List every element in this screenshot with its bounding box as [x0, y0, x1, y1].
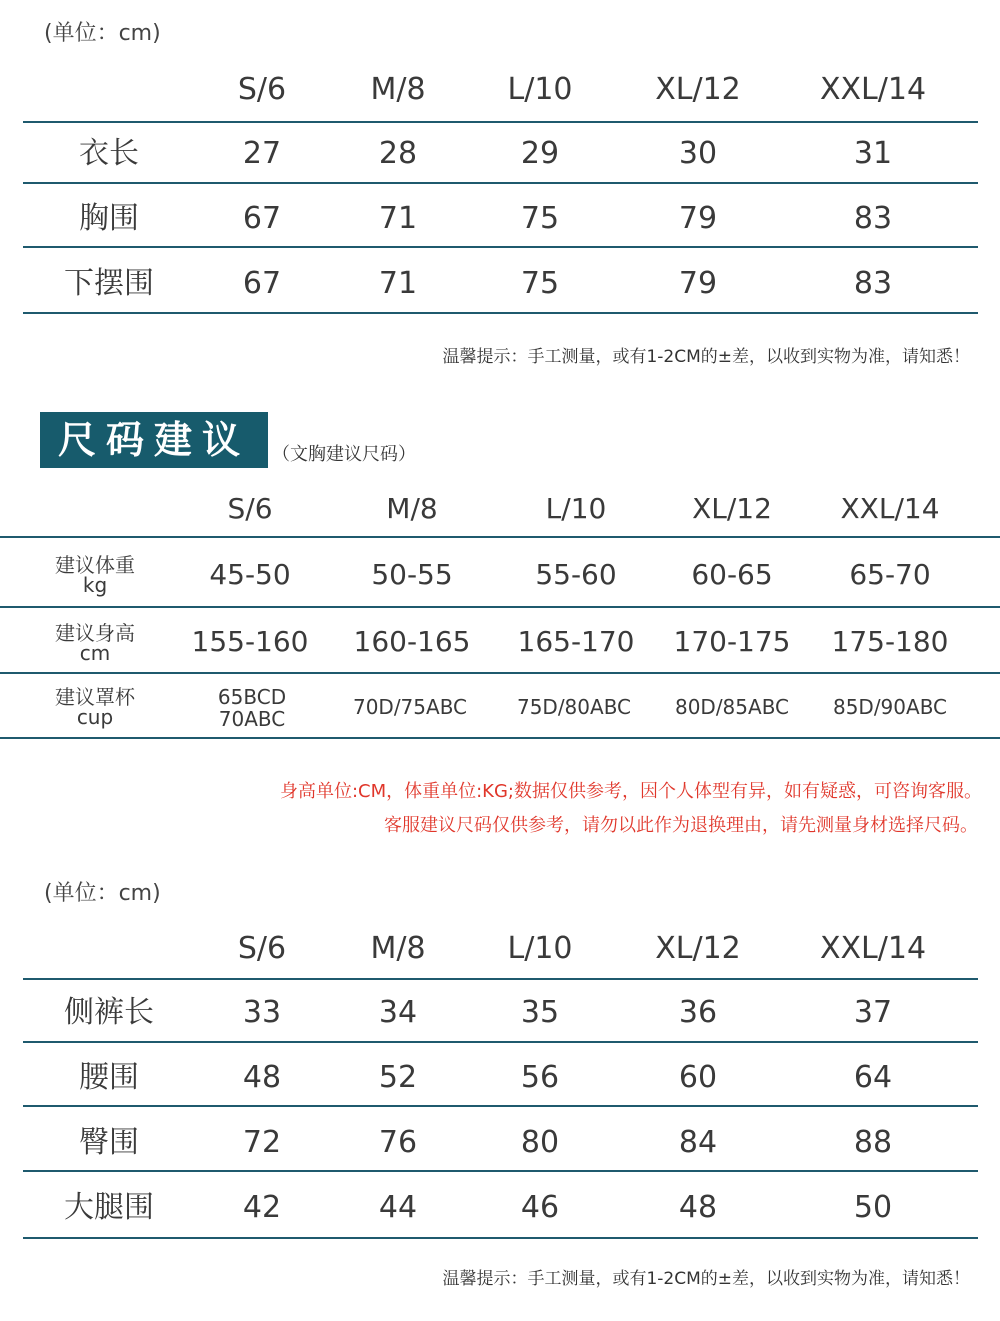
table-cell: 64 — [853, 1060, 893, 1095]
size-header: XL/12 — [692, 492, 772, 525]
table-cell: 55-60 — [535, 558, 617, 591]
row-label: 建议体重 — [55, 553, 135, 577]
table-divider — [23, 1041, 978, 1043]
table-cell: 30 — [678, 136, 718, 171]
table-cell: 46 — [520, 1190, 560, 1225]
table-cell: 34 — [378, 995, 418, 1030]
table-cell: 45-50 — [209, 558, 291, 591]
table-cell: 84 — [678, 1125, 718, 1160]
table-cell: 80 — [520, 1125, 560, 1160]
size-header: S/6 — [227, 492, 273, 525]
table-cell: 31 — [853, 136, 893, 171]
table-divider — [23, 1105, 978, 1107]
row-label: 下摆围 — [64, 266, 154, 301]
row-label: 大腿围 — [64, 1190, 154, 1225]
table-cell: 79 — [678, 266, 718, 301]
size-suggestion-subtitle: （文胸建议尺码） — [272, 444, 416, 465]
table-divider — [23, 121, 978, 123]
size-header: XXL/14 — [819, 931, 927, 966]
row-label: 臀围 — [79, 1125, 139, 1160]
table-cell: 29 — [520, 136, 560, 171]
table-cell: 28 — [378, 136, 418, 171]
table-cell: 79 — [678, 201, 718, 236]
row-label: 胸围 — [79, 201, 139, 236]
table-cell: 44 — [378, 1190, 418, 1225]
size-header: M/8 — [370, 931, 426, 966]
size-header: XXL/14 — [840, 492, 940, 525]
table-divider — [0, 672, 1000, 674]
measure-tip: 温馨提示：手工测量，或有1-2CM的±差，以收到实物为准，请知悉！ — [442, 347, 970, 367]
table-cell: 42 — [242, 1190, 282, 1225]
table-cell: 65-70 — [849, 558, 931, 591]
table-divider — [0, 606, 1000, 608]
size-header: L/10 — [545, 492, 607, 525]
reference-note: 客服建议尺码仅供参考，请勿以此作为退换理由，请先测量身材选择尺码。 — [384, 815, 978, 836]
table-cell: 70D/75ABC — [352, 695, 468, 719]
table-cell: 35 — [520, 995, 560, 1030]
table-divider — [0, 737, 1000, 739]
table-divider — [23, 1237, 978, 1239]
table-cell: 36 — [678, 995, 718, 1030]
size-header: S/6 — [237, 931, 287, 966]
table-cell: 67 — [242, 266, 282, 301]
size-header: XL/12 — [655, 931, 741, 966]
table-cell: 71 — [378, 266, 418, 301]
table-cell: 33 — [242, 995, 282, 1030]
table-cell: 48 — [678, 1190, 718, 1225]
table-cell: 60 — [678, 1060, 718, 1095]
table-cell: 88 — [853, 1125, 893, 1160]
table-cell: 52 — [378, 1060, 418, 1095]
row-unit: kg — [82, 573, 108, 597]
table-divider — [23, 182, 978, 184]
table-cell: 155-160 — [191, 625, 309, 658]
table-cell: 48 — [242, 1060, 282, 1095]
row-label: 建议身高 — [55, 621, 135, 645]
table-cell: 50-55 — [371, 558, 453, 591]
unit-label-bottom: (单位：cm) — [44, 881, 161, 906]
table-cell: 160-165 — [353, 625, 471, 658]
table-cell: 80D/85ABC — [674, 695, 790, 719]
table-cell: 83 — [853, 266, 893, 301]
table-cell: 76 — [378, 1125, 418, 1160]
row-label: 侧裤长 — [64, 995, 154, 1030]
size-header: M/8 — [386, 492, 438, 525]
size-header: L/10 — [507, 931, 573, 966]
table-cell: 175-180 — [831, 625, 949, 658]
table-cell: 56 — [520, 1060, 560, 1095]
table-cell: 165-170 — [517, 625, 635, 658]
table-cell: 75D/80ABC — [516, 695, 632, 719]
reference-note: 身高单位:CM，体重单位:KG;数据仅供参考，因个人体型有异，如有疑惑，可咨询客服。 — [279, 781, 982, 802]
table-cell: 85D/90ABC — [832, 695, 948, 719]
table-cell: 37 — [853, 995, 893, 1030]
table-cell: 60-65 — [691, 558, 773, 591]
unit-label-top: (单位：cm) — [44, 21, 161, 46]
table-cell: 170-175 — [673, 625, 791, 658]
row-unit: cup — [76, 705, 114, 729]
table-cell: 72 — [242, 1125, 282, 1160]
table-cell: 67 — [242, 201, 282, 236]
table-cell: 65BCD 70ABC — [217, 685, 287, 731]
table-cell: 75 — [520, 266, 560, 301]
table-cell: 75 — [520, 201, 560, 236]
table-cell: 50 — [853, 1190, 893, 1225]
table-cell: 27 — [242, 136, 282, 171]
row-label: 衣长 — [79, 136, 139, 171]
size-header: XXL/14 — [819, 72, 927, 107]
table-divider — [23, 246, 978, 248]
size-header: XL/12 — [655, 72, 741, 107]
table-divider — [23, 312, 978, 314]
measure-tip: 温馨提示：手工测量，或有1-2CM的±差，以收到实物为准，请知悉！ — [442, 1269, 970, 1289]
size-header: M/8 — [370, 72, 426, 107]
table-cell: 83 — [853, 201, 893, 236]
table-divider — [23, 978, 978, 980]
row-label: 建议罩杯 — [55, 685, 135, 709]
row-label: 腰围 — [79, 1060, 139, 1095]
size-suggestion-title: 尺码建议 — [40, 412, 268, 468]
table-divider — [23, 1170, 978, 1172]
size-header: L/10 — [507, 72, 573, 107]
table-divider — [0, 536, 1000, 538]
row-unit: cm — [79, 641, 111, 665]
size-header: S/6 — [237, 72, 287, 107]
table-cell: 71 — [378, 201, 418, 236]
